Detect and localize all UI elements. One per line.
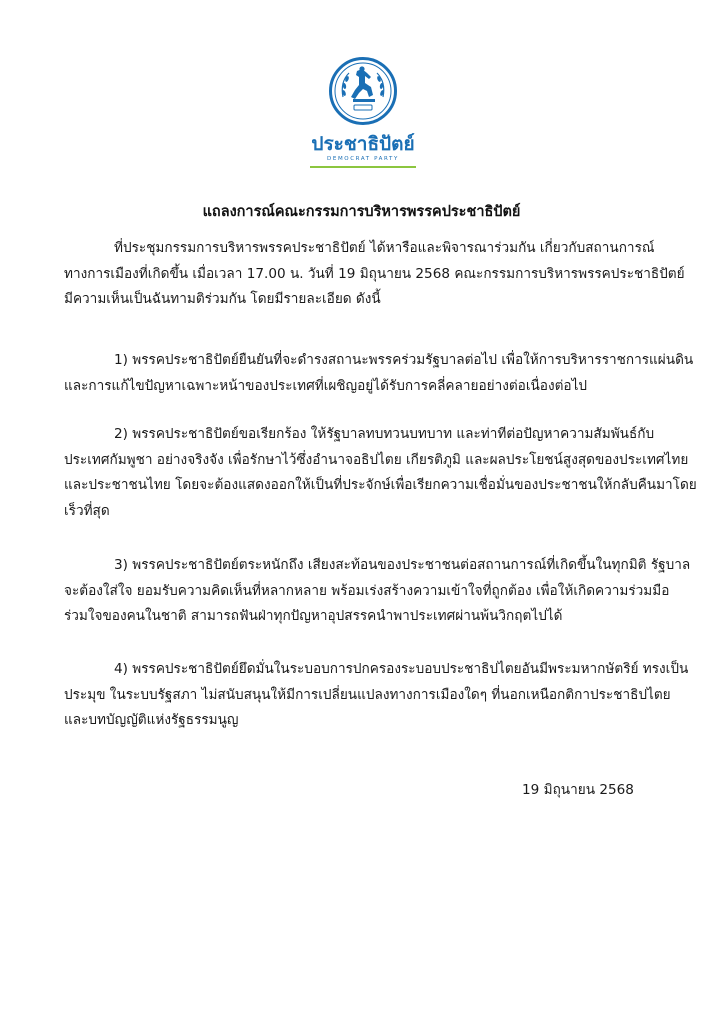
statement-point-4 [64,657,689,734]
paragraph-line: 2) พรรคประชาธิปัตย์ขอเรียกร้อง ให้รัฐบาลทบทวนบทบาท และท่าทีต่อปัญหาความสัมพันธ์กับ [114,426,655,442]
paragraph-line: ประเทศกัมพูชา อย่างจริงจัง เพื่อรักษาไว้ซึ่งอำนาจอธิปไตย เกียรติภูมิ และผลประโยชน์สูงสุดของประเทศไทย [64,451,689,468]
paragraph-line: ที่ประชุมกรรมการบริหารพรรคประชาธิปัตย์ ได้หารือและพิจารณาร่วมกัน เกี่ยวกับสถานการณ์ [114,240,655,256]
statement-point-3 [64,553,691,630]
paragraph-line: 3) พรรคประชาธิปัตย์ตระหนักถึง เสียงสะท้อนของประชาชนต่อสถานการณ์ที่เกิดขึ้นในทุกมิติ รัฐบาล [114,557,691,573]
logo-subtitle: DEMOCRAT PARTY [327,156,399,162]
paragraph-line: 1) พรรคประชาธิปัตย์ยืนยันที่จะดำรงสถานะพรรคร่วมรัฐบาลต่อไป เพื่อให้การบริหารราชการแผ่นดิน [114,352,694,368]
paragraph-line: ประมุข ในระบบรัฐสภา ไม่สนับสนุนให้มีการเปลี่ยนแปลงทางการเมืองใดๆ ที่นอกเหนือกติกาประชาธิปไตย [64,686,671,703]
party-logo [307,57,419,172]
paragraph-line: และประชาชนไทย โดยจะต้องแสดงออกให้เป็นที่ประจักษ์เพื่อเรียกความเชื่อมั่นของประชาชนให้กลับคืนมาโดย [64,477,697,493]
paragraph-line: จะต้องใส่ใจ ยอมรับความคิดเห็นที่หลากหลาย พร้อมเร่งสร้างความเข้าใจที่ถูกต้อง เพื่อให้เกิดความร่วมมือ [64,582,670,599]
paragraph-line: และการแก้ไขปัญหาเฉพาะหน้าของประเทศที่เผชิญอยู่ได้รับการคลี่คลายอย่างต่อเนื่องต่อไป [64,377,588,394]
paragraph-line: และบทบัญญัติแห่งรัฐธรรมนูญ [64,712,239,728]
paragraph-line: เร็วที่สุด [64,502,110,519]
logo-underline [310,166,416,168]
statement-point-2 [64,422,697,524]
statement-point-1 [64,348,694,399]
paragraph-line: 4) พรรคประชาธิปัตย์ยึดมั่นในระบอบการปกครองระบอบประชาธิปไตยอันมีพระมหากษัตริย์ ทรงเป็น [114,661,689,677]
logo-wordmark: ประชาธิปัตย์ [311,133,415,155]
paragraph-line: ร่วมใจของคนในชาติ สามารถฟันฝ่าทุกปัญหาอุปสรรคนำพาประเทศผ่านพ้นวิกฤตไปได้ [64,608,563,624]
party-seal-icon [329,57,397,125]
intro-paragraph [64,236,685,313]
paragraph-line: มีความเห็นเป็นฉันทามติร่วมกัน โดยมีรายละเอียด ดังนี้ [64,291,381,307]
paragraph-line: ทางการเมืองที่เกิดขึ้น เมื่อเวลา 17.00 น. วันที่ 19 มิถุนายน 2568 คณะกรรมการบริหารพรรคประชาธิปัตย์ [64,265,685,282]
document-title: แถลงการณ์คณะกรรมการบริหารพรรคประชาธิปัตย์ [202,204,521,220]
document-date: 19 มิถุนายน 2568 [522,782,634,798]
